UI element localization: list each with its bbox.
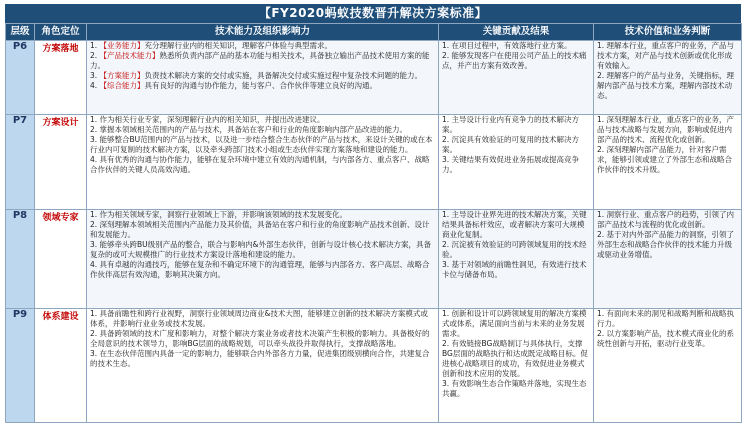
contribution-item: 2. 能够发现客户在使用公司产品上的技术痛点，并产出方案有效改善。 xyxy=(442,51,587,70)
ability-item: 1. 具备前瞻性和跨行业视野，洞察行业领域周边商业&技术大图，能够建立创新的技术解决方案模式或体系，并影响行业业务或技术发展。 xyxy=(90,309,428,328)
contribution-item: 2. 有效链接BG战略制订与具体执行，支撑BG层面的战略执行和达成既定战略目标。促进核心战略项目的成功，有效促进业务模式创新和技术应用的发展。 xyxy=(442,339,588,378)
header-row xyxy=(6,24,742,41)
contribution-item: 2. 沉淀被有效验证的可跨领域复用的技术经验。 xyxy=(442,240,587,259)
header-level: 层级 xyxy=(6,24,35,41)
ability-item: 2. 深刻理解本领域相关范围内产品能力及其价值，具备站在客户和行业的角度影响产品技术创新、设计和发展能力。 xyxy=(90,220,430,239)
contribution-item: 1. 主导设计业界先进的技术解决方案，关键结果具备标杆效应，或者解决方案可大规模商业化复制。 xyxy=(442,210,587,239)
ability-item: 1. 作为相关领域专家，洞察行业领域上下游，并影响该领域的技术发展变化。 xyxy=(90,210,348,219)
level-cell: P9 xyxy=(6,309,35,423)
value-cell xyxy=(594,41,742,115)
level-cell: P8 xyxy=(6,210,35,309)
contribution-cell xyxy=(439,115,594,210)
role-cell: 体系建设 xyxy=(35,309,87,423)
ability-tag: 【方案能力】 xyxy=(99,71,145,80)
ability-item: 2. 具备跨领域的技术广度和影响力，对整个解决方案业务或者技术决策产生积极的影响力。具备极好的全局意识的技术领导力，影响BG层面的战略规划，可以牵头战役并取得执行，支撑战略落地。 xyxy=(90,329,430,348)
role-cell: 方案设计 xyxy=(35,115,87,210)
ability-item: 3. 【方案能力】负责技术解决方案的交付或实施，具备解决交付或实施过程中复杂技术问题的能力。 xyxy=(90,71,423,80)
header-ability: 技术能力及组织影响力 xyxy=(87,24,439,41)
ability-item: 3. 能够整合BU范围内的产品与技术，以及进一步结合整合生态伙伴的产品与技术，来设计关键的或在本行业内可复制的技术解决方案，以及牵头跨部门技术小组或生态伙伴实现方案落地和建设的能力。 xyxy=(90,135,433,154)
ability-item: 4. 具有卓越的沟通技巧，能够在复杂和不确定环境下的沟通管理，能够与内部各方、客户高层、战略合作伙伴高层有效沟通，影响其决策方向。 xyxy=(90,260,430,279)
contribution-item: 2. 沉淀具有效验证的可复用的技术解决方案。 xyxy=(442,135,580,154)
sheet-title: 【FY2020蚂蚁技数晋升解决方案标准】 xyxy=(5,4,741,23)
contribution-item: 1. 在项目过程中，有效落地行业方案。 xyxy=(442,41,572,50)
contribution-item: 3. 有效影响生态合作策略并落地，实现生态共赢。 xyxy=(442,379,587,398)
table-row xyxy=(6,115,742,210)
table-row xyxy=(6,41,742,115)
ability-cell xyxy=(87,41,439,115)
value-item: 2. 理解客户的产品与业务，关键指标，理解内部产品与技术方案，理解内部技术动态。 xyxy=(597,71,735,100)
ability-item: 1. 【业务能力】充分理解行业内的相关知识，理解客户体验与典型需求。 xyxy=(90,41,333,50)
contribution-cell xyxy=(439,41,594,115)
value-item: 2. 基于对内外部产品能力的洞察，引领了外部生态和战略合作伙伴的技术能力升级或驱动业务增值。 xyxy=(597,230,735,259)
value-item: 1. 有面向未来的洞见和战略判断和战略执行力。 xyxy=(597,309,735,328)
ability-cell xyxy=(87,115,439,210)
contribution-cell xyxy=(439,309,594,423)
role-cell: 方案落地 xyxy=(35,41,87,115)
role-cell: 领域专家 xyxy=(35,210,87,309)
level-cell: P7 xyxy=(6,115,35,210)
ability-item: 1. 作为相关行业专家，深刻理解行业内的相关知识，并提出改进建议。 xyxy=(90,115,325,124)
ability-item: 3. 能够牵头跨BU级别产品的整合，联合与影响内&外部生态伙伴，创新与设计核心技术解决方案，具备复杂的或可大规模推广的行业技术方案设计落地和建设的能力。 xyxy=(90,240,432,259)
ability-item: 3. 在生态伙伴范围内具备一定的影响力，能够联合内外部各方力量，促进集团级别横向合作，共建复合的技术生态。 xyxy=(90,349,430,368)
contribution-item: 1. 主导设计行业内有竞争力的技术解决方案。 xyxy=(442,115,580,134)
header-contribution: 关键贡献及结果 xyxy=(439,24,594,41)
value-item: 2. 以方案影响产品，技术模式商业化的系统性创新与开拓，驱动行业变革。 xyxy=(597,329,735,348)
table-row xyxy=(6,210,742,309)
ability-tag: 【产品技术能力】 xyxy=(99,51,160,60)
value-item: 2. 深刻理解内部产品能力，针对客户需求，能够引领或建立了外部生态和战略合作伙伴的技术升级。 xyxy=(597,145,732,174)
header-value: 技术价值和业务判断 xyxy=(594,24,742,41)
value-item: 1. 洞察行业、重点客户的趋势，引领了内部产品技术与流程的优化或创新。 xyxy=(597,210,735,229)
ability-item: 2. 掌握本领域相关范围内的产品与技术，具备站在客户和行业的角度影响内部产品改进的能力。 xyxy=(90,125,408,134)
table-row xyxy=(6,309,742,423)
standards-table xyxy=(5,23,742,423)
contribution-item: 3. 基于对领域的前瞻性洞见，有效进行技术卡位与储备布局。 xyxy=(442,260,587,279)
value-cell xyxy=(594,309,742,423)
ability-item: 4. 具有优秀的沟通与协作能力，能够在复杂环境中建立有效的沟通机制，与内部各方、重点客户、战略合作伙伴的关键人员高效沟通。 xyxy=(90,155,430,174)
value-cell xyxy=(594,115,742,210)
ability-item: 2. 【产品技术能力】熟悉所负责内部产品的基本功能与相关技术，具备独立输出产品技术使用方案的能力。 xyxy=(90,51,430,70)
ability-item: 4. 【综合能力】具有良好的沟通与协作能力，能与客户、合作伙伴等建立良好的沟通。 xyxy=(90,81,378,90)
value-cell xyxy=(594,210,742,309)
ability-tag: 【业务能力】 xyxy=(99,41,145,50)
ability-cell xyxy=(87,309,439,423)
value-item: 1. 理解本行业，重点客户的业务，产品与技术方案，对产品与技术创新或优化形成有效输入。 xyxy=(597,41,735,70)
ability-tag: 【综合能力】 xyxy=(99,81,145,90)
ability-cell xyxy=(87,210,439,309)
header-role: 角色定位 xyxy=(35,24,87,41)
level-cell: P6 xyxy=(6,41,35,115)
contribution-cell xyxy=(439,210,594,309)
contribution-item: 1. 创新和设计可以跨领域复用的解决方案模式或体系，满足面向当前与未来的业务发展需求。 xyxy=(442,309,587,338)
contribution-item: 3. 关键结果有效促进业务拓展或提高竞争力。 xyxy=(442,155,580,174)
value-item: 1. 深刻理解本行业，重点客户的业务，产品与技术战略与发展方向，影响或促进内部产品的技术、流程优化或创新。 xyxy=(597,115,735,144)
